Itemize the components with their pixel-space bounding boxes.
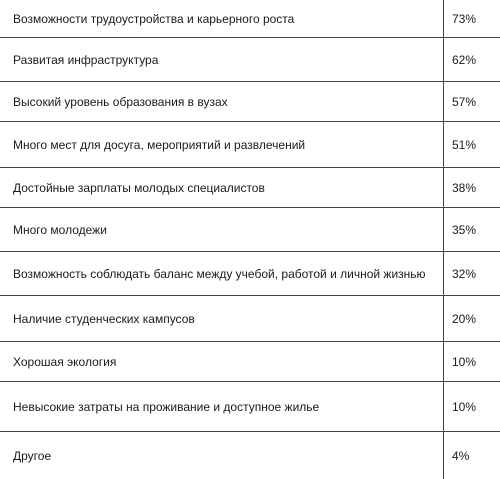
row-label: Возможность соблюдать баланс между учебой, работой и личной жизнью: [13, 266, 426, 281]
table-row: [0, 0, 500, 38]
row-label: Наличие студенческих кампусов: [13, 311, 195, 326]
row-label: Невысокие затраты на проживание и доступное жилье: [13, 399, 320, 414]
row-value: 10%: [443, 342, 500, 381]
table-row: [0, 122, 500, 168]
row-label: Много молодежи: [13, 222, 107, 237]
row-label: Много мест для досуга, мероприятий и развлечений: [13, 137, 306, 152]
row-value: 20%: [443, 296, 500, 341]
table-row: [0, 296, 500, 342]
row-value: 32%: [443, 252, 500, 295]
table-row: [0, 342, 500, 382]
table-row: [0, 168, 500, 208]
row-value: 38%: [443, 168, 500, 207]
row-label: Высокий уровень образования в вузах: [13, 94, 228, 109]
row-label: Развитая инфраструктура: [13, 52, 159, 67]
row-label: Хорошая экология: [13, 354, 117, 369]
table-row: [0, 38, 500, 82]
row-value: 62%: [443, 38, 500, 81]
table-row: [0, 432, 500, 479]
table-row: [0, 382, 500, 432]
row-value: 51%: [443, 122, 500, 167]
row-value: 10%: [443, 382, 500, 431]
table-row: [0, 82, 500, 122]
table-row: [0, 252, 500, 296]
row-label: Достойные зарплаты молодых специалистов: [13, 180, 265, 195]
row-value: 57%: [443, 82, 500, 121]
table-row: [0, 208, 500, 252]
row-label: Возможности трудоустройства и карьерного роста: [13, 11, 295, 26]
row-label: Другое: [13, 448, 52, 463]
row-value: 35%: [443, 208, 500, 251]
row-value: 73%: [443, 0, 500, 37]
row-value: 4%: [443, 432, 500, 479]
